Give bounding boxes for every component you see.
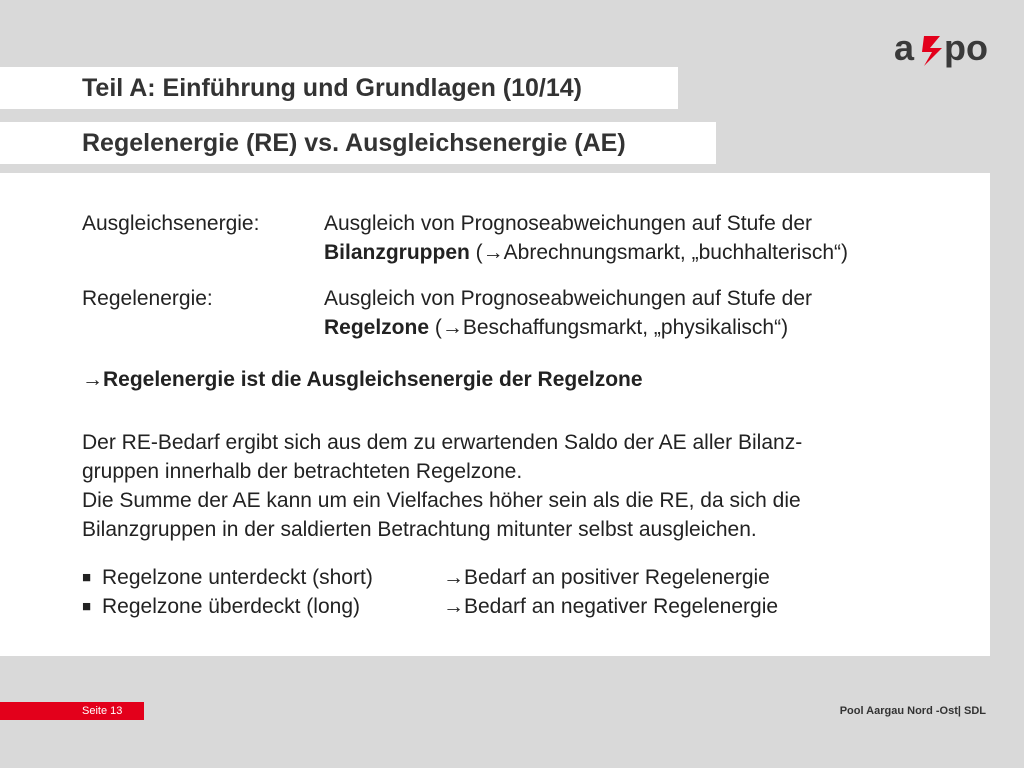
definition-bold: Regelzone — [324, 316, 430, 339]
bullet-label: Regelzone überdeckt (long) — [102, 595, 360, 618]
bullet-item — [82, 592, 360, 621]
svg-text:a: a — [894, 27, 915, 68]
definition-line-2: Regelzone (→Beschaffungsmarkt, „physikalisch“) — [324, 316, 789, 339]
logo-text: axpo — [894, 9, 929, 26]
square-bullet-icon: ■ — [82, 569, 92, 586]
bullet-label: Regelzone unterdeckt (short) — [102, 566, 373, 589]
title-line-1: Teil A: Einführung und Grundlagen (10/14) — [0, 67, 678, 109]
arrow-right-icon: → — [443, 595, 464, 618]
arrow-right-icon: → — [441, 316, 463, 339]
paragraph-line: gruppen innerhalb der betrachteten Regelzone. — [82, 460, 523, 483]
arrow-right-icon: → — [482, 241, 504, 264]
square-bullet-icon: ■ — [82, 598, 92, 615]
svg-text:po: po — [944, 27, 988, 68]
conclusion — [82, 365, 643, 394]
axpo-logo — [894, 9, 994, 72]
bullet-item — [82, 563, 373, 592]
title-line-2: Regelenergie (RE) vs. Ausgleichsenergie (AE) — [0, 122, 716, 164]
paragraph-line: Bilanzgruppen in der saldierten Betrachtung mitunter selbst ausgleichen. — [82, 518, 757, 541]
paragraph-line: Die Summe der AE kann um ein Vielfaches höher sein als die RE, da sich die — [82, 489, 801, 512]
definition-line: Ausgleich von Prognoseabweichungen auf Stufe der — [324, 287, 813, 310]
definition-line-2: Bilanzgruppen (→Abrechnungsmarkt, „buchhalterisch“) — [324, 241, 848, 264]
definition-term: Ausgleichsenergie: — [82, 212, 260, 235]
content-panel — [0, 173, 990, 656]
bullet-result: →Bedarf an negativer Regelenergie — [443, 595, 779, 618]
paragraph-line: Der RE-Bedarf ergibt sich aus dem zu erwartenden Saldo der AE aller Bilanz- — [82, 431, 803, 454]
arrow-right-icon: → — [82, 368, 103, 391]
footer-text: Pool Aargau Nord -Ost| SDL — [839, 705, 986, 717]
lightning-icon — [922, 36, 942, 66]
arrow-right-icon: → — [443, 566, 464, 589]
page-number: Seite 13 — [0, 702, 144, 720]
conclusion-text: Regelenergie ist die Ausgleichsenergie der Regelzone — [103, 368, 643, 391]
definition-bold: Bilanzgruppen — [324, 241, 470, 264]
bullet-result: →Bedarf an positiver Regelenergie — [443, 566, 770, 589]
definition-line: Ausgleich von Prognoseabweichungen auf Stufe der — [324, 212, 813, 235]
definition-term: Regelenergie: — [82, 287, 213, 310]
